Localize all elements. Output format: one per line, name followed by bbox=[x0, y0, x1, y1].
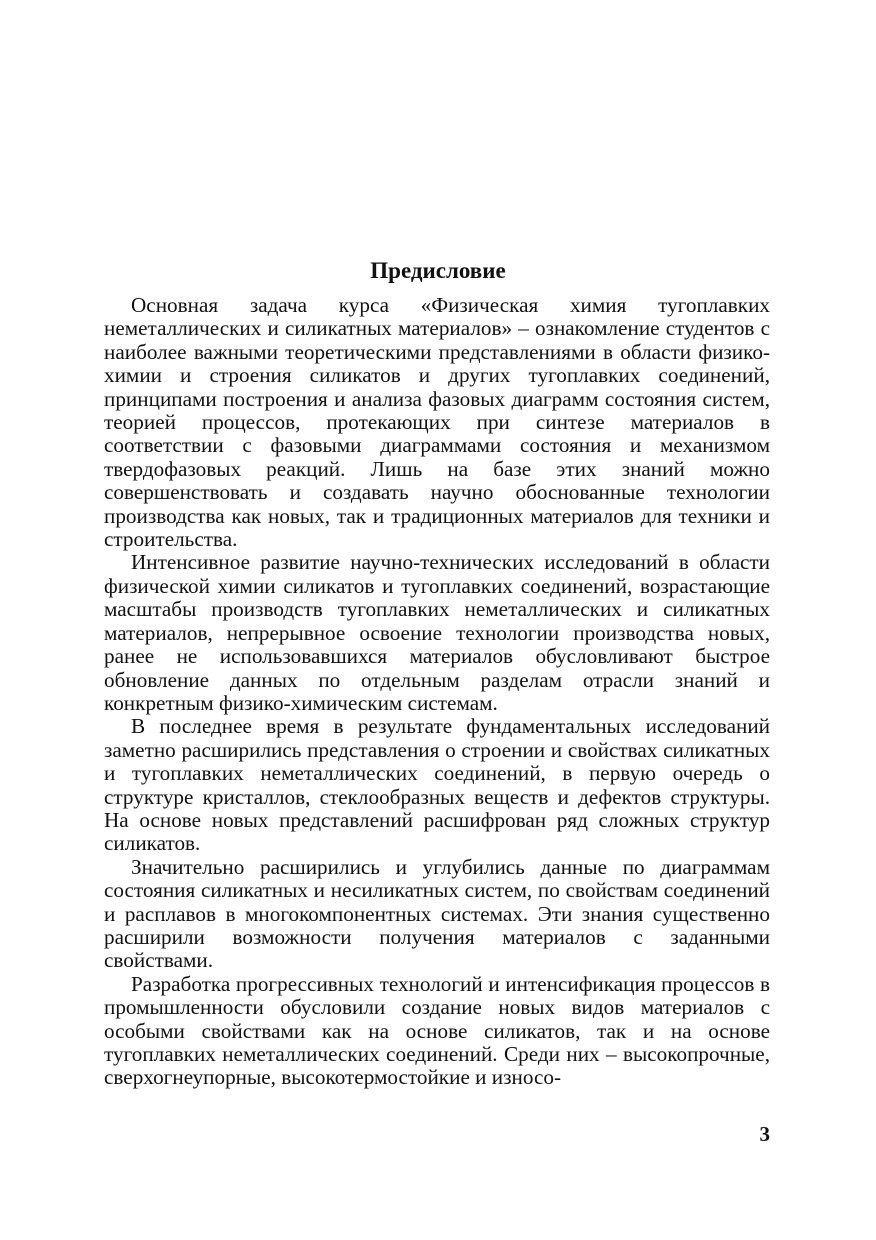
body-text bbox=[104, 294, 770, 1090]
page-title: Предисловие bbox=[370, 258, 506, 283]
paragraph: Значительно расширились и углубились данные по диаграммам состояния силикатных и несиликатных систем, по свойствам соединений и расплавов в многокомпонентных системах. Эти знания существенно расширили возможности получения материалов с заданными свойствами. bbox=[104, 854, 770, 973]
paragraph: В последнее время в результате фундаментальных исследований заметно расширились представления о строении и свойствах силикатных и тугоплавких неметаллических соединений, в первую очередь о структуре кристаллов, стеклообразных веществ и дефектов структуры. На основе новых представлений расшифрован ряд сложных структур силикатов. bbox=[104, 714, 770, 856]
paragraph: Основная задача курса «Физическая химия тугоплавких неметаллических и силикатных материалов» – ознакомление студентов с наиболее важными теоретическими представлениями в области физико-химии и строения силикатов и других тугоплавких соединений, принципами построения и анализа фазовых диаграмм состояния систем, теорией процессов, протекающих при синтезе материалов в соответствии с фазовыми диаграммами состояния и механизмом твердофазовых реакций. Лишь на базе этих знаний можно совершенствовать и создавать научно обоснованные технологии производства как новых, так и традиционных материалов для техники и строительства. bbox=[104, 293, 770, 552]
paragraph: Разработка прогрессивных технологий и интенсификация процессов в промышленности обусловили создание новых видов материалов с особыми свойствами как на основе силикатов, так и на основе тугоплавких неметаллических соединений. Среди них – высокопрочные, сверхогнеупорные, высокотермостойкие и износо- bbox=[104, 971, 770, 1090]
paragraph: Интенсивное развитие научно-технических исследований в области физической химии силикатов и тугоплавких соединений, возрастающие масштабы производств тугоплавких неметаллических и силикатных материалов, непрерывное освоение технологии производства новых, ранее не использовавшихся материалов обусловливают быстрое обновление данных по отдельным разделам отрасли знаний и конкретным физико-химическим системам. bbox=[104, 550, 770, 715]
page-number: 3 bbox=[759, 1122, 770, 1146]
